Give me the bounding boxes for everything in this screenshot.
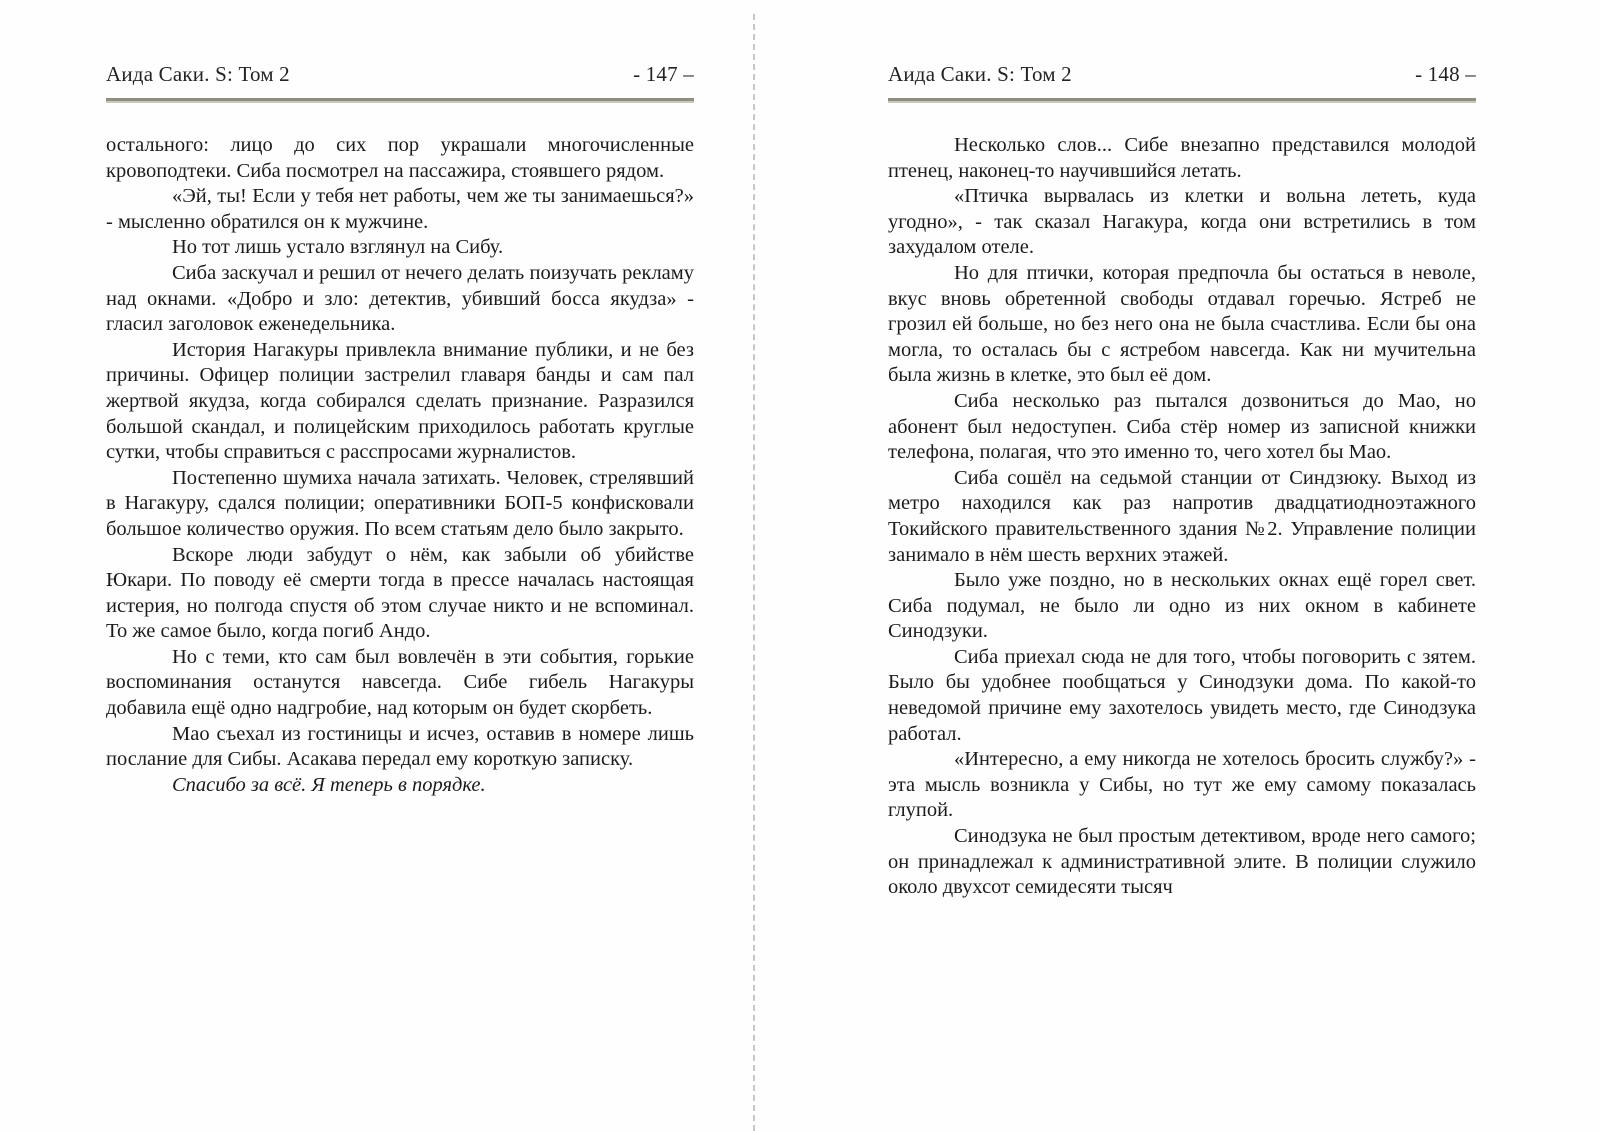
paragraph: Мао съехал из гостиницы и исчез, оставив в номере лишь послание для Сибы. Асакава передал ему короткую записку. <box>106 722 694 771</box>
header-rule <box>106 98 694 103</box>
paragraph: Постепенно шумиха начала затихать. Человек, стрелявший в Нагакуру, сдался полиции; оперативники БОП-5 конфисковали большое количество оружия. По всем статьям дело было закрыто. <box>106 466 694 540</box>
page-148 <box>888 62 1476 901</box>
paragraph: Сиба сошёл на седьмой станции от Синдзюку. Выход из метро находился как раз напротив двадцатиодноэтажного Токийского правительственного здания №2. Управление полиции занимало в нём шесть верхних этажей. <box>888 466 1476 566</box>
page-147 <box>106 62 694 798</box>
paragraph: остального: лицо до сих пор украшали многочисленные кровоподтеки. Сиба посмотрел на пассажира, стоявшего рядом. <box>106 134 694 182</box>
page-number: - 147 – <box>633 62 694 86</box>
header-title: Аида Саки. S: Том 2 <box>106 62 290 86</box>
page-number: - 148 – <box>1415 62 1476 86</box>
paragraph: «Интересно, а ему никогда не хотелось бросить службу?» - эта мысль возникла у Сибы, но тут же ему самому показалась глупой. <box>888 748 1476 822</box>
header-rule <box>888 98 1476 103</box>
paragraph: Вскоре люди забудут о нём, как забыли об убийстве Юкари. По поводу её смерти тогда в прессе началась настоящая истерия, но полгода спустя об этом случае никто и не вспоминал. То же самое было, когда погиб Андо. <box>106 543 694 643</box>
paragraph: Но тот лишь устало взглянул на Сибу. <box>172 236 504 259</box>
paragraph: Сиба заскучал и решил от нечего делать поизучать рекламу над окнами. «Добро и зло: детектив, убивший босса якудза» - гласил заголовок еженедельника. <box>106 261 694 336</box>
header-title: Аида Саки. S: Том 2 <box>888 62 1072 86</box>
paragraph: «Птичка вырвалась из клетки и вольна лететь, куда угодно», - так сказал Нагакура, когда они встретились в том захудалом отеле. <box>888 185 1476 259</box>
paragraph: Синодзука не был простым детективом, вроде него самого; он принадлежал к административной элите. В полиции служило около двухсот семидесяти тысяч <box>888 825 1476 899</box>
paragraph-note-italic: Спасибо за всё. Я теперь в порядке. <box>172 773 486 796</box>
paragraph: Сиба приехал сюда не для того, чтобы поговорить с зятем. Было бы удобнее пообщаться у Синодзуки дома. По какой-то неведомой причине ему захотелось увидеть место, где Синодзука работал. <box>888 645 1476 745</box>
paragraph: Сиба несколько раз пытался дозвониться до Мао, но абонент был недоступен. Сиба стёр номер из записной книжки телефона, полагая, что это именно то, чего хотел бы Мао. <box>888 389 1476 464</box>
paragraph: Было уже поздно, но в нескольких окнах ещё горел свет. Сиба подумал, не было ли одно из них окном в кабинете Синодзуки. <box>888 569 1476 643</box>
page-body <box>888 133 1476 901</box>
paragraph: Но с теми, кто сам был вовлечён в эти события, горькие воспоминания останутся навсегда. Сибе гибель Нагакуры добавила ещё одно надгробие, над которым он будет скорбеть. <box>106 645 694 720</box>
paragraph: Несколько слов... Сибе внезапно представился молодой птенец, наконец-то научившийся летать. <box>888 134 1476 182</box>
page-body <box>106 133 694 798</box>
running-header <box>106 62 694 87</box>
page-divider <box>753 14 755 1131</box>
paragraph: «Эй, ты! Если у тебя нет работы, чем же ты занимаешься?» - мысленно обратился он к мужчине. <box>106 185 694 233</box>
running-header <box>888 62 1476 87</box>
paragraph: История Нагакуры привлекла внимание публики, и не без причины. Офицер полиции застрелил главаря банды и сам пал жертвой якудза, когда собирался сделать признание. Разразился большой скандал, и полицейским приходилось работать круглые сутки, чтобы справиться с расспросами журналистов. <box>106 338 694 464</box>
paragraph: Но для птички, которая предпочла бы остаться в неволе, вкус вновь обретенной свободы отдавал горечью. Ястреб не грозил ей больше, но без него она не была счастлива. Если бы она могла, то осталась бы с ястребом навсегда. Как ни мучительна была жизнь в клетке, это был её дом. <box>888 261 1476 387</box>
